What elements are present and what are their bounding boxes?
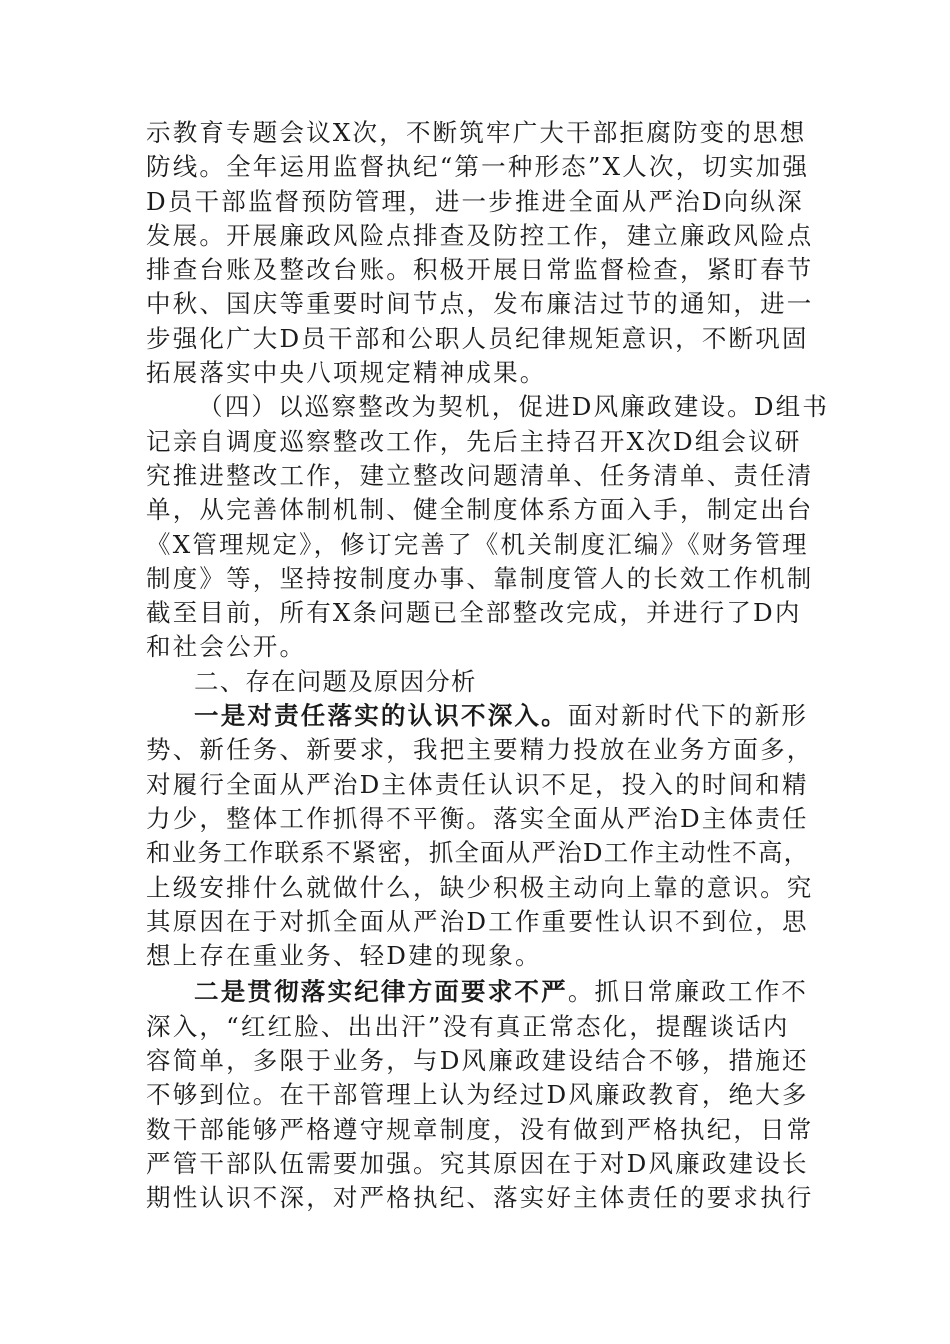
- document-body: [146, 116, 830, 1216]
- text-line: 其原因在于对抓全面从严治D工作重要性认识不到位，思: [146, 906, 809, 936]
- text-line: 容简单，多限于业务，与D风廉政建设结合不够，措施还: [146, 1046, 809, 1076]
- text-line: 《X管理规定》，修订完善了《机关制度汇编》《财务管理: [146, 529, 809, 559]
- text-line: 势、新任务、新要求，我把主要精力投放在业务方面多，: [146, 735, 814, 765]
- text-line: 和业务工作联系不紧密，抓全面从严治D工作主动性不高，: [146, 838, 810, 868]
- text-line: 排查台账及整改台账。积极开展日常监督检查，紧盯春节: [146, 255, 814, 285]
- lead-phrase: 一是对责任落实的认识不深入。: [194, 701, 568, 731]
- paragraph-start-line: [146, 975, 810, 1009]
- text-line: 拓展落实中央八项规定精神成果。: [146, 358, 547, 388]
- text-line: 单，从完善体制机制、健全制度体系方面入手，制定出台: [146, 495, 814, 525]
- lead-text: 。抓日常廉政工作不: [567, 977, 809, 1007]
- paragraph-start-line: [146, 699, 810, 733]
- text-line: D员干部监督预防管理，进一步推进全面从严治D向纵深: [146, 186, 804, 216]
- lead-phrase: 二是贯彻落实纪律方面要求不严: [194, 977, 568, 1007]
- text-line: 对履行全面从严治D主体责任认识不足，投入的时间和精: [146, 769, 809, 799]
- text-line: 发展。开展廉政风险点排查及防控工作，建立廉政风险点: [146, 220, 814, 250]
- lead-text: 面对新时代下的新形: [567, 701, 809, 731]
- text-line: 记亲自调度巡察整改工作，先后主持召开X次D组会议研: [146, 426, 802, 456]
- section-heading: 二、存在问题及原因分析: [194, 666, 477, 696]
- text-line: 力少，整体工作抓得不平衡。落实全面从严治D主体责任: [146, 803, 809, 833]
- text-line: 防线。全年运用监督执纪“第一种形态”X人次，切实加强: [146, 152, 810, 182]
- paragraph-start-line: （四）以巡察整改为契机，促进D风廉政建设。D组书: [198, 392, 830, 422]
- text-line: 步强化广大D员干部和公职人员纪律规矩意识，不断巩固: [146, 323, 809, 353]
- text-line: 截至目前，所有X条问题已全部整改完成，并进行了D内: [146, 598, 802, 628]
- text-line: 制度》等，坚持按制度办事、靠制度管人的长效工作机制: [146, 563, 814, 593]
- text-line: 示教育专题会议X次，不断筑牢广大干部拒腐防变的思想: [146, 118, 807, 147]
- text-line: 和社会公开。: [146, 632, 307, 662]
- text-line: 深入，“红红脸、出出汗”没有真正常态化，提醒谈话内: [146, 1011, 790, 1041]
- text-line: 上级安排什么就做什么，缺少积极主动向上靠的意识。究: [146, 872, 814, 902]
- text-line: 想上存在重业务、轻D建的现象。: [146, 941, 542, 971]
- text-line: 期性认识不深，对严格执纪、落实好主体责任的要求执行: [146, 1183, 814, 1213]
- text-line: 数干部能够严格遵守规章制度，没有做到严格执纪，日常: [146, 1114, 814, 1144]
- text-line: 中秋、国庆等重要时间节点，发布廉洁过节的通知，进一: [146, 289, 814, 319]
- text-line: 不够到位。在干部管理上认为经过D风廉政教育，绝大多: [146, 1080, 809, 1110]
- text-line: 严管干部队伍需要加强。究其原因在于对D风廉政建设长: [146, 1148, 809, 1178]
- text-line: 究推进整改工作，建立整改问题清单、任务清单、责任清: [146, 460, 814, 490]
